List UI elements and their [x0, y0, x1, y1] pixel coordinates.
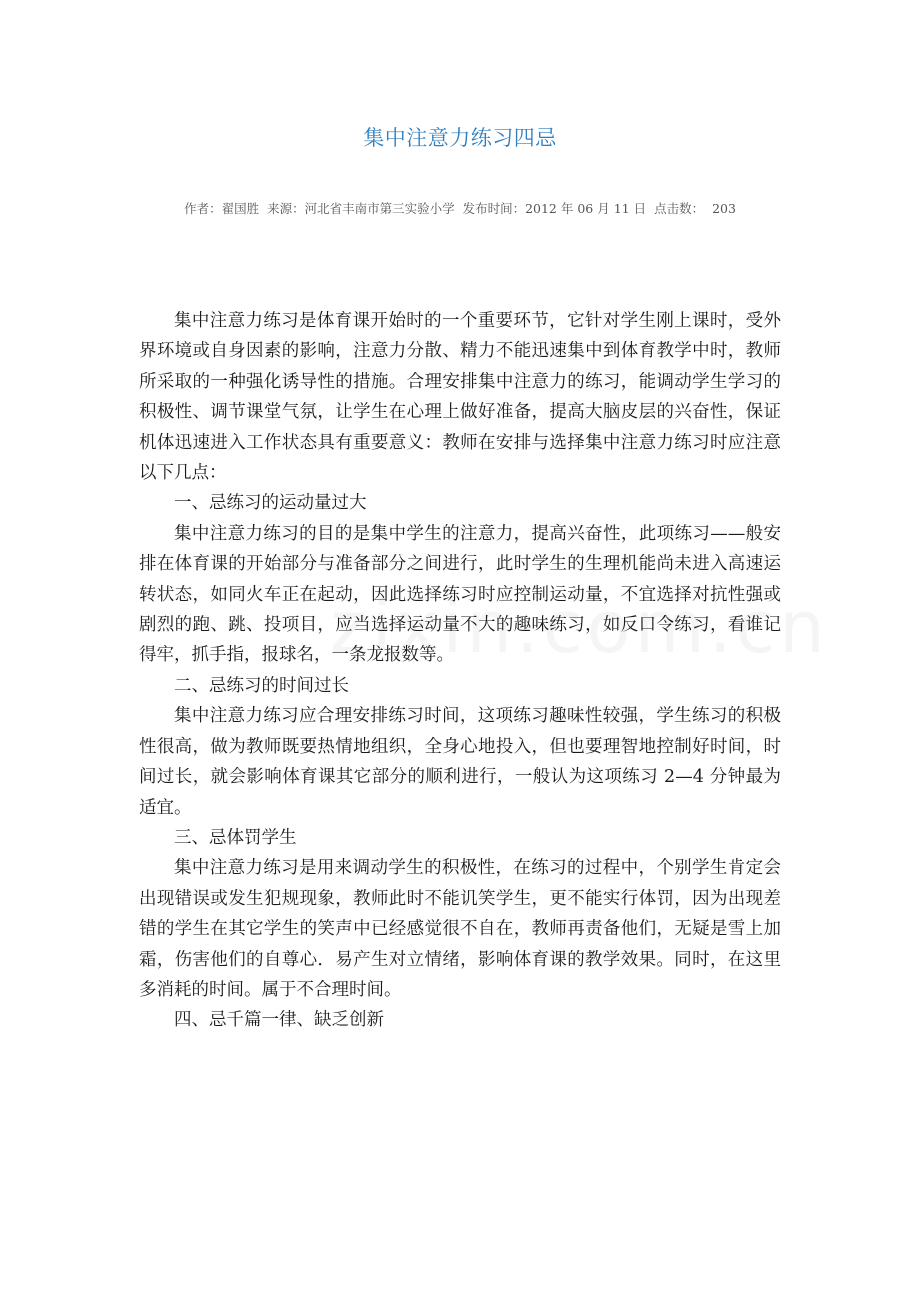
- section-heading-4: 四、忌千篇一律、缺乏创新: [174, 1010, 384, 1031]
- paragraph-section-1: 集中注意力练习的目的是集中学生的注意力，提高兴奋性，此项练习——般安排在体育课的开始部分与准备部分之间进行，此时学生的生理机能尚未进入高速运转状态，如同火车正在起动，因此选择练习时应控制运动量，不宜选择对抗性强或剧烈的跑、跳、投项目，应当选择运动量不大的趣味练习，如反口令练习，看谁记得牢，抓手指，报球名，一条龙报数等。: [139, 523, 781, 666]
- meta-author: 作者：翟国胜: [184, 201, 260, 216]
- section-heading-3: 三、忌体罚学生: [174, 827, 297, 848]
- page-title: 集中注意力练习四忌: [363, 126, 557, 150]
- meta-clicks-label: 点击数：: [654, 201, 705, 216]
- article-body: [139, 306, 781, 1036]
- article-meta: [0, 199, 920, 217]
- paragraph-section-3: 集中注意力练习是用来调动学生的积极性，在练习的过程中，个别学生肯定会出现错误或发生犯规现象，教师此时不能讥笑学生，更不能实行体罚，因为出现差错的学生在其它学生的笑声中已经感觉很不自在，教师再责备他们，无疑是雪上加霜，伤害他们的自尊心．易产生对立情绪，影响体育课的教学效果。同时，在这里多消耗的时间。属于不合理时间。: [139, 858, 781, 1000]
- section-heading-1: 一、忌练习的运动量过大: [174, 493, 367, 514]
- paragraph-intro: 集中注意力练习是体育课开始时的一个重要环节，它针对学生刚上课时，受外界环境或自身因素的影响，注意力分散、精力不能迅速集中到体育教学中时，教师所采取的一种强化诱导性的措施。合理安排集中注意力的练习，能调动学生学习的积极性、调节课堂气氛，让学生在心理上做好准备，提高大脑皮层的兴奋性，保证机体迅速进入工作状态具有重要意义：教师在安排与选择集中注意力练习时应注意以下几点：: [139, 311, 781, 484]
- section-heading-2: 二、忌练习的时间过长: [174, 675, 349, 696]
- meta-published: 发布时间：2012 年 06 月 11 日: [462, 201, 647, 216]
- meta-clicks: 203: [712, 201, 736, 216]
- paragraph-section-2: 集中注意力练习应合理安排练习时间，这项练习趣味性较强，学生练习的积极性很高，做为教师既要热情地组织，全身心地投入，但也要理智地控制好时间，时间过长，就会影响体育课其它部分的顺利进行，一般认为这项练习 2—4 分钟最为适宜。: [139, 706, 781, 818]
- meta-source: 来源：河北省丰南市第三实验小学: [267, 201, 455, 216]
